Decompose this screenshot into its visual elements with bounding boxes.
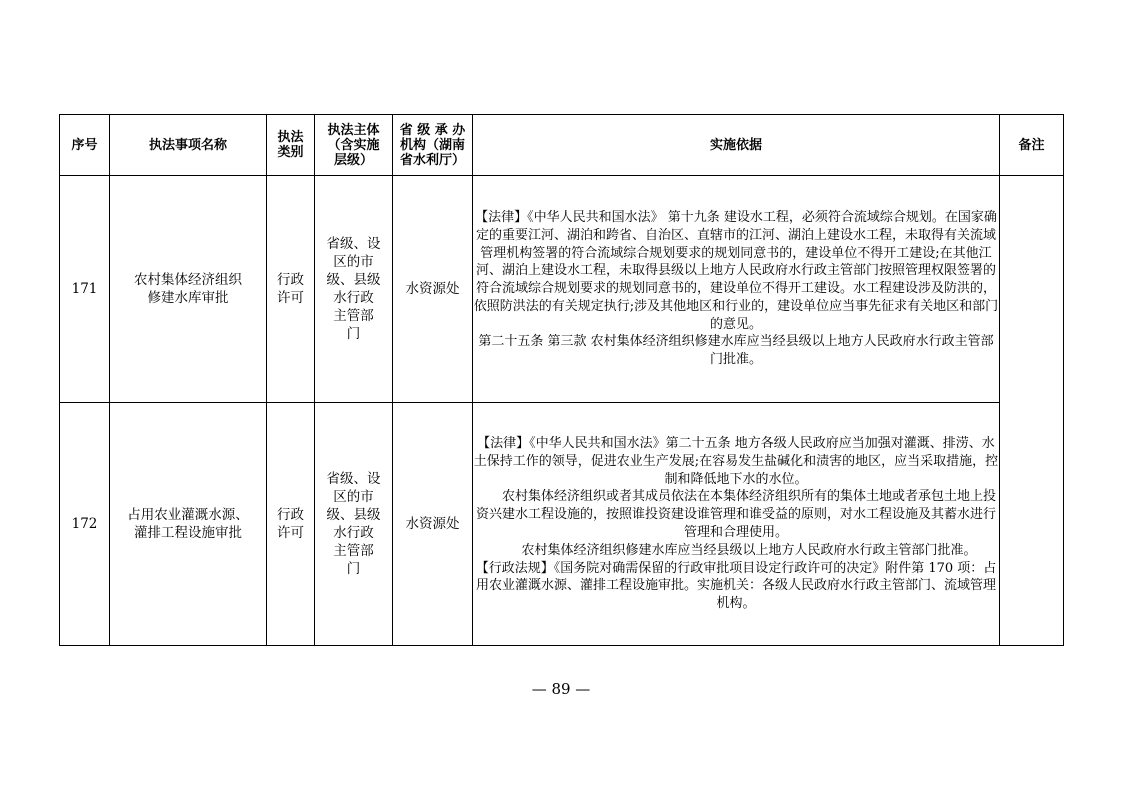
header-agency: 省 级 承 办 机构（湖南 省水利厅） — [393, 115, 473, 176]
row-category: 行政 许可 — [267, 403, 315, 646]
header-category: 执法 类别 — [267, 115, 315, 176]
row-seq: 171 — [60, 176, 110, 403]
row-subject: 省级、设 区的市 级、县级 水行政 主管部 门 — [315, 403, 393, 646]
page-number: — 89 — — [531, 680, 591, 698]
header-name: 执法事项名称 — [110, 115, 267, 176]
remark-cell — [1000, 176, 1064, 646]
row-agency: 水资源处 — [393, 403, 473, 646]
row-basis: 【法律】《中华人民共和国水法》 第十九条 建设水工程，必须符合流域综合规划。在国家确定的重要江河、湖泊和跨省、自治区、直辖市的江河、湖泊上建设水工程，未取得有关流域管理机构签署的符合流域综合规划要求的规划同意书的，建设单位不得开工建设;在其他江河、湖泊上建设水工程，未取得县级以上地方人民政府水行政主管部门按照管理权限签署的符合流域综合规划要求的规划同意书的，建设单位不得开工建设。水工程建设涉及防洪的，依照防洪法的有关规定执行;涉及其他地区和行业的，建设单位应当事先征求有关地区和部门的意见。 第二十五条 第三款 农村集体经济组织修建水库应当经县级以上地方人民政府水行政主管部门批准。 — [473, 176, 1000, 403]
row-basis: 【法律】《中华人民共和国水法》第二十五条 地方各级人民政府应当加强对灌溉、排涝、水土保持工作的领导，促进农业生产发展;在容易发生盐碱化和渍害的地区，应当采取措施，控制和降低地下水的水位。 农村集体经济组织或者其成员依法在本集体经济组织所有的集体土地或者承包土地上投资兴建水工程设施的，按照谁投资建设谁管理和谁受益的原则，对水工程设施及其蓄水进行管理和合理使用。 农村集体经济组织修建水库应当经县级以上地方人民政府水行政主管部门批准。 【行政法规】《国务院对确需保留的行政审批项目设定行政许可的决定》附件第 170 项：占用农业灌溉水源、灌排工程设施审批。实施机关：各级人民政府水行政主管部门、流域管理机构。 — [473, 403, 1000, 646]
header-basis: 实施依据 — [473, 115, 1000, 176]
row-subject: 省级、设 区的市 级、县级 水行政 主管部 门 — [315, 176, 393, 403]
table-row — [60, 176, 1064, 403]
table-row — [60, 403, 1064, 646]
header-row — [60, 115, 1064, 176]
row-category: 行政 许可 — [267, 176, 315, 403]
header-seq: 序号 — [60, 115, 110, 176]
row-seq: 172 — [60, 403, 110, 646]
header-subject: 执法主体 （含实施 层级） — [315, 115, 393, 176]
row-name: 占用农业灌溉水源、 灌排工程设施审批 — [110, 403, 267, 646]
header-remark: 备注 — [1000, 115, 1064, 176]
row-agency: 水资源处 — [393, 176, 473, 403]
enforcement-items-table — [59, 114, 1064, 646]
row-name: 农村集体经济组织 修建水库审批 — [110, 176, 267, 403]
